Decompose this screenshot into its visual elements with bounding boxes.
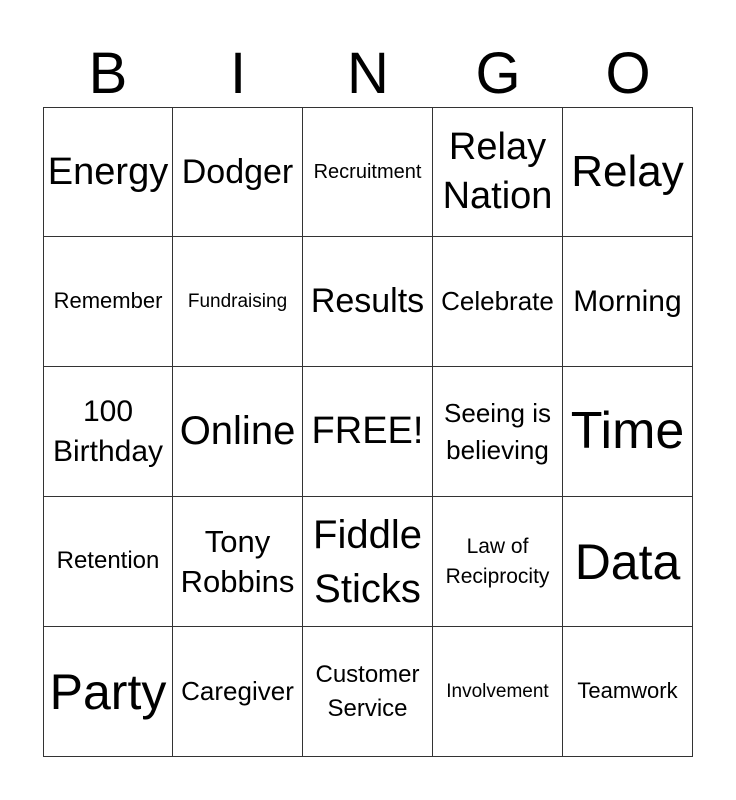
cell-text: 100 Birthday	[52, 394, 164, 468]
cell-text: Time	[570, 402, 685, 461]
bingo-cell[interactable]	[563, 107, 693, 237]
header-letter-g: G	[475, 41, 521, 106]
cell-text: Teamwork	[577, 678, 678, 704]
bingo-cell[interactable]	[303, 107, 433, 237]
bingo-board	[43, 107, 693, 757]
header-letter-o: O	[605, 41, 651, 106]
bingo-cell[interactable]	[433, 627, 563, 757]
bingo-cell[interactable]	[173, 497, 303, 627]
cell-text: Caregiver	[181, 675, 294, 706]
bingo-cell[interactable]	[563, 497, 693, 627]
bingo-cell[interactable]	[43, 237, 173, 367]
cell-text: Online	[179, 409, 296, 454]
cell-text: Morning	[573, 284, 682, 318]
cell-text: Law of Reciprocity	[445, 534, 550, 588]
cell-text: Results	[310, 282, 425, 321]
cell-text: Recruitment	[313, 160, 422, 183]
bingo-cell[interactable]	[43, 107, 173, 237]
bingo-cell[interactable]	[563, 237, 693, 367]
bingo-cell[interactable]	[43, 627, 173, 757]
bingo-cell[interactable]	[563, 367, 693, 497]
header-letter-i: I	[229, 41, 247, 106]
cell-text: Relay Nation	[442, 125, 553, 217]
bingo-cell[interactable]	[303, 627, 433, 757]
header-letter-b: B	[88, 41, 128, 106]
bingo-cell[interactable]	[433, 107, 563, 237]
bingo-cell[interactable]	[563, 627, 693, 757]
cell-text: Energy	[47, 150, 169, 193]
cell-text: Remember	[53, 288, 163, 314]
cell-text: Involvement	[446, 680, 549, 702]
bingo-cell[interactable]	[173, 367, 303, 497]
cell-text: Dodger	[181, 152, 294, 191]
bingo-cell[interactable]	[173, 627, 303, 757]
bingo-cell[interactable]	[303, 237, 433, 367]
bingo-cell[interactable]	[43, 497, 173, 627]
cell-text: Party	[49, 663, 167, 720]
cell-text: Customer Service	[315, 661, 420, 722]
bingo-header	[43, 40, 693, 108]
cell-text: Retention	[56, 547, 160, 575]
cell-text: Seeing is believing	[444, 398, 551, 465]
free-space[interactable]	[303, 367, 433, 497]
bingo-cell[interactable]	[173, 237, 303, 367]
cell-text: Fundraising	[187, 290, 288, 312]
header-letter-n: N	[347, 41, 389, 106]
cell-text: Celebrate	[441, 285, 554, 316]
cell-text: Fiddle Sticks	[313, 512, 422, 611]
bingo-cell[interactable]	[303, 497, 433, 627]
bingo-cell[interactable]	[43, 367, 173, 497]
bingo-cell[interactable]	[433, 367, 563, 497]
cell-text: FREE!	[311, 410, 424, 453]
bingo-cell[interactable]	[173, 107, 303, 237]
cell-text: Data	[574, 533, 681, 590]
cell-text: Relay	[571, 147, 684, 197]
cell-text: Tony Robbins	[180, 523, 295, 599]
bingo-cell[interactable]	[433, 237, 563, 367]
bingo-cell[interactable]	[433, 497, 563, 627]
